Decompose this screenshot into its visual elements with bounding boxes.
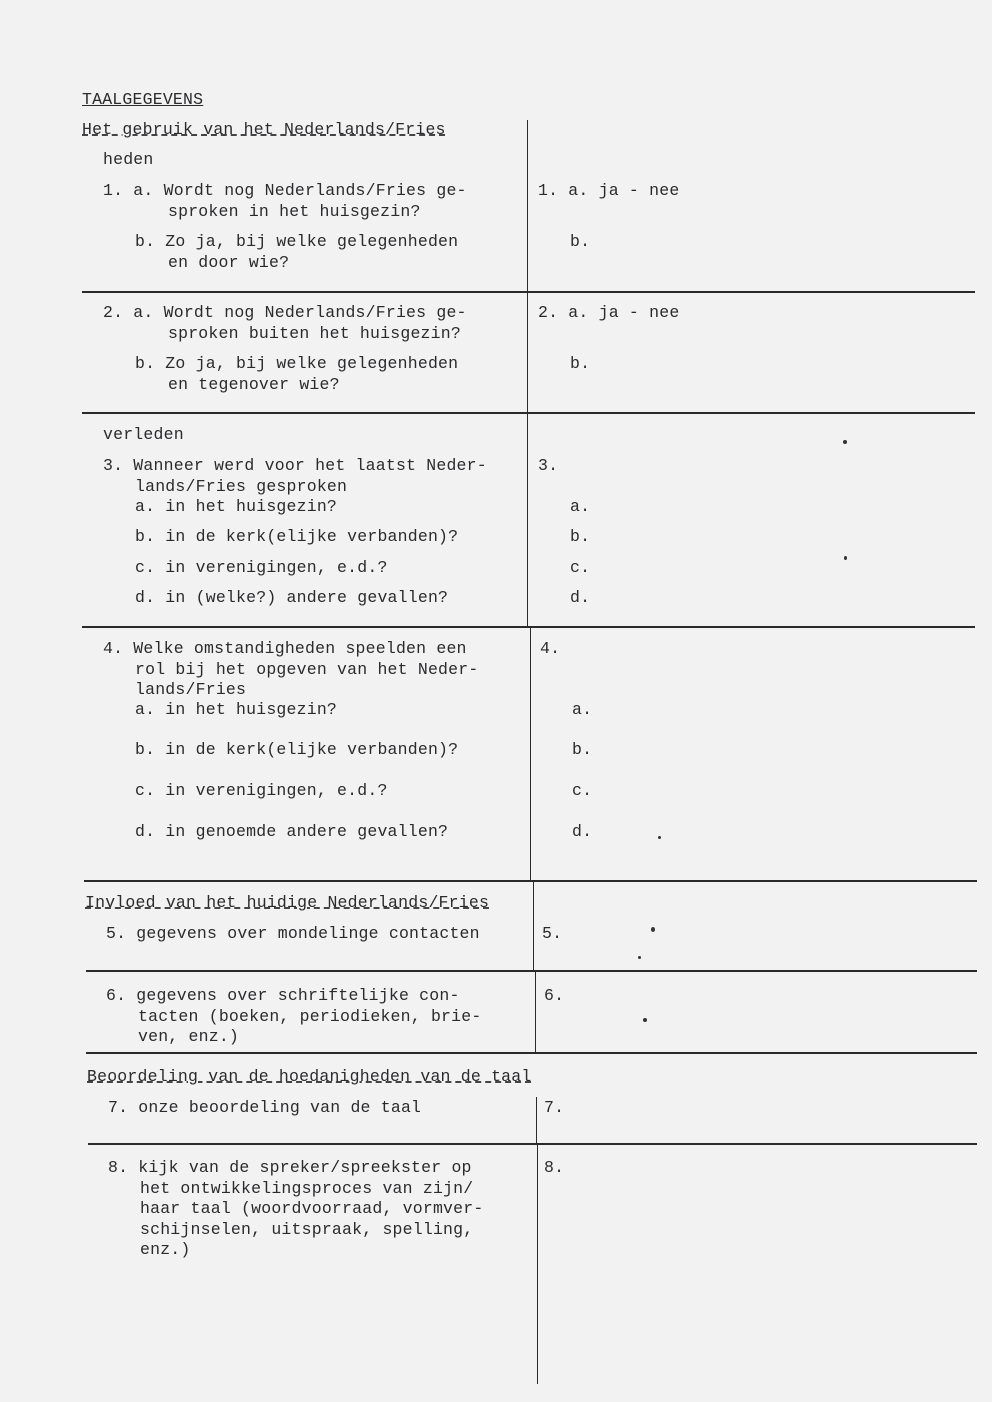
q1-answer-b: b.	[570, 232, 591, 251]
q3-line2: lands/Fries gesproken	[135, 477, 348, 496]
q3-line1: 3. Wanneer werd voor het laatst Neder-	[103, 456, 487, 475]
q7-answer: 7.	[544, 1098, 565, 1117]
q3-a: a. in het huisgezin?	[135, 497, 338, 516]
section-heading-usage: Het gebruik van het Nederlands/Fries	[82, 120, 446, 139]
column-divider	[530, 627, 531, 881]
column-divider	[535, 971, 536, 1053]
q4-answer-b: b.	[572, 740, 593, 759]
q4-c: c. in verenigingen, e.d.?	[135, 781, 388, 800]
q3-answer: 3.	[538, 456, 559, 475]
q1-b-line2: en door wie?	[168, 253, 290, 272]
column-divider	[536, 1097, 537, 1144]
q8-line4: schijnselen, uitspraak, spelling,	[140, 1220, 474, 1239]
subheading-verleden: verleden	[103, 425, 184, 444]
q2-a-line1: 2. a. Wordt nog Nederlands/Fries ge-	[103, 303, 467, 322]
section-heading-influence: Invloed van het huidige Nederlands/Fries	[85, 893, 490, 912]
ink-speck	[843, 440, 847, 444]
row-divider	[84, 880, 977, 882]
q6-line2: tacten (boeken, periodieken, brie-	[138, 1007, 482, 1026]
row-divider	[86, 970, 977, 972]
q2-a-line2: sproken buiten het huisgezin?	[168, 324, 461, 343]
q4-d: d. in genoemde andere gevallen?	[135, 822, 449, 841]
q1-answer-a: 1. a. ja - nee	[538, 181, 680, 200]
q2-answer-a: 2. a. ja - nee	[538, 303, 680, 322]
q3-c: c. in verenigingen, e.d.?	[135, 558, 388, 577]
q3-answer-c: c.	[570, 558, 591, 577]
q8-line2: het ontwikkelingsproces van zijn/	[140, 1179, 474, 1198]
ink-speck	[658, 836, 661, 839]
row-divider	[82, 626, 975, 628]
column-divider	[527, 120, 528, 292]
q4-line2: rol bij het opgeven van het Neder-	[135, 660, 479, 679]
q6-line1: 6. gegevens over schriftelijke con-	[106, 986, 460, 1005]
row-divider	[82, 291, 975, 293]
q6-answer: 6.	[544, 986, 565, 1005]
q8-line3: haar taal (woordvoorraad, vormver-	[140, 1199, 484, 1218]
q4-answer-a: a.	[572, 700, 593, 719]
q1-a-line2: sproken in het huisgezin?	[168, 202, 421, 221]
subheading-heden: heden	[103, 150, 154, 169]
column-divider	[527, 413, 528, 627]
row-divider	[86, 1052, 977, 1054]
q4-answer-c: c.	[572, 781, 593, 800]
q3-answer-d: d.	[570, 588, 591, 607]
ink-speck	[651, 927, 655, 932]
ink-speck	[643, 1018, 647, 1022]
q4-line1: 4. Welke omstandigheden speelden een	[103, 639, 467, 658]
q1-a-line1: 1. a. Wordt nog Nederlands/Fries ge-	[103, 181, 467, 200]
q4-a: a. in het huisgezin?	[135, 700, 338, 719]
q2-b-line1: b. Zo ja, bij welke gelegenheden	[135, 354, 459, 373]
section-heading-assessment: Beoordeling van de hoedanigheden van de taal	[87, 1067, 532, 1086]
page-title: TAALGEGEVENS	[82, 90, 204, 109]
q3-d: d. in (welke?) andere gevallen?	[135, 588, 449, 607]
q4-line3: lands/Fries	[135, 680, 247, 699]
q8-answer: 8.	[544, 1158, 565, 1177]
column-divider	[533, 881, 534, 971]
column-divider	[537, 1144, 538, 1384]
q4-answer: 4.	[540, 639, 561, 658]
q2-answer-b: b.	[570, 354, 591, 373]
column-divider	[527, 292, 528, 413]
q3-b: b. in de kerk(elijke verbanden)?	[135, 527, 459, 546]
q5-answer: 5.	[542, 924, 563, 943]
q4-answer-d: d.	[572, 822, 593, 841]
q8-line5: enz.)	[140, 1240, 191, 1259]
ink-speck	[638, 956, 641, 959]
row-divider	[82, 412, 975, 414]
q4-b: b. in de kerk(elijke verbanden)?	[135, 740, 459, 759]
q3-answer-a: a.	[570, 497, 591, 516]
ink-speck	[844, 556, 847, 560]
q5-text: 5. gegevens over mondelinge contacten	[106, 924, 480, 943]
q3-answer-b: b.	[570, 527, 591, 546]
q8-line1: 8. kijk van de spreker/spreekster op	[108, 1158, 472, 1177]
q7-text: 7. onze beoordeling van de taal	[108, 1098, 422, 1117]
q1-b-line1: b. Zo ja, bij welke gelegenheden	[135, 232, 459, 251]
row-divider	[88, 1143, 977, 1145]
q2-b-line2: en tegenover wie?	[168, 375, 340, 394]
q6-line3: ven, enz.)	[138, 1027, 240, 1046]
